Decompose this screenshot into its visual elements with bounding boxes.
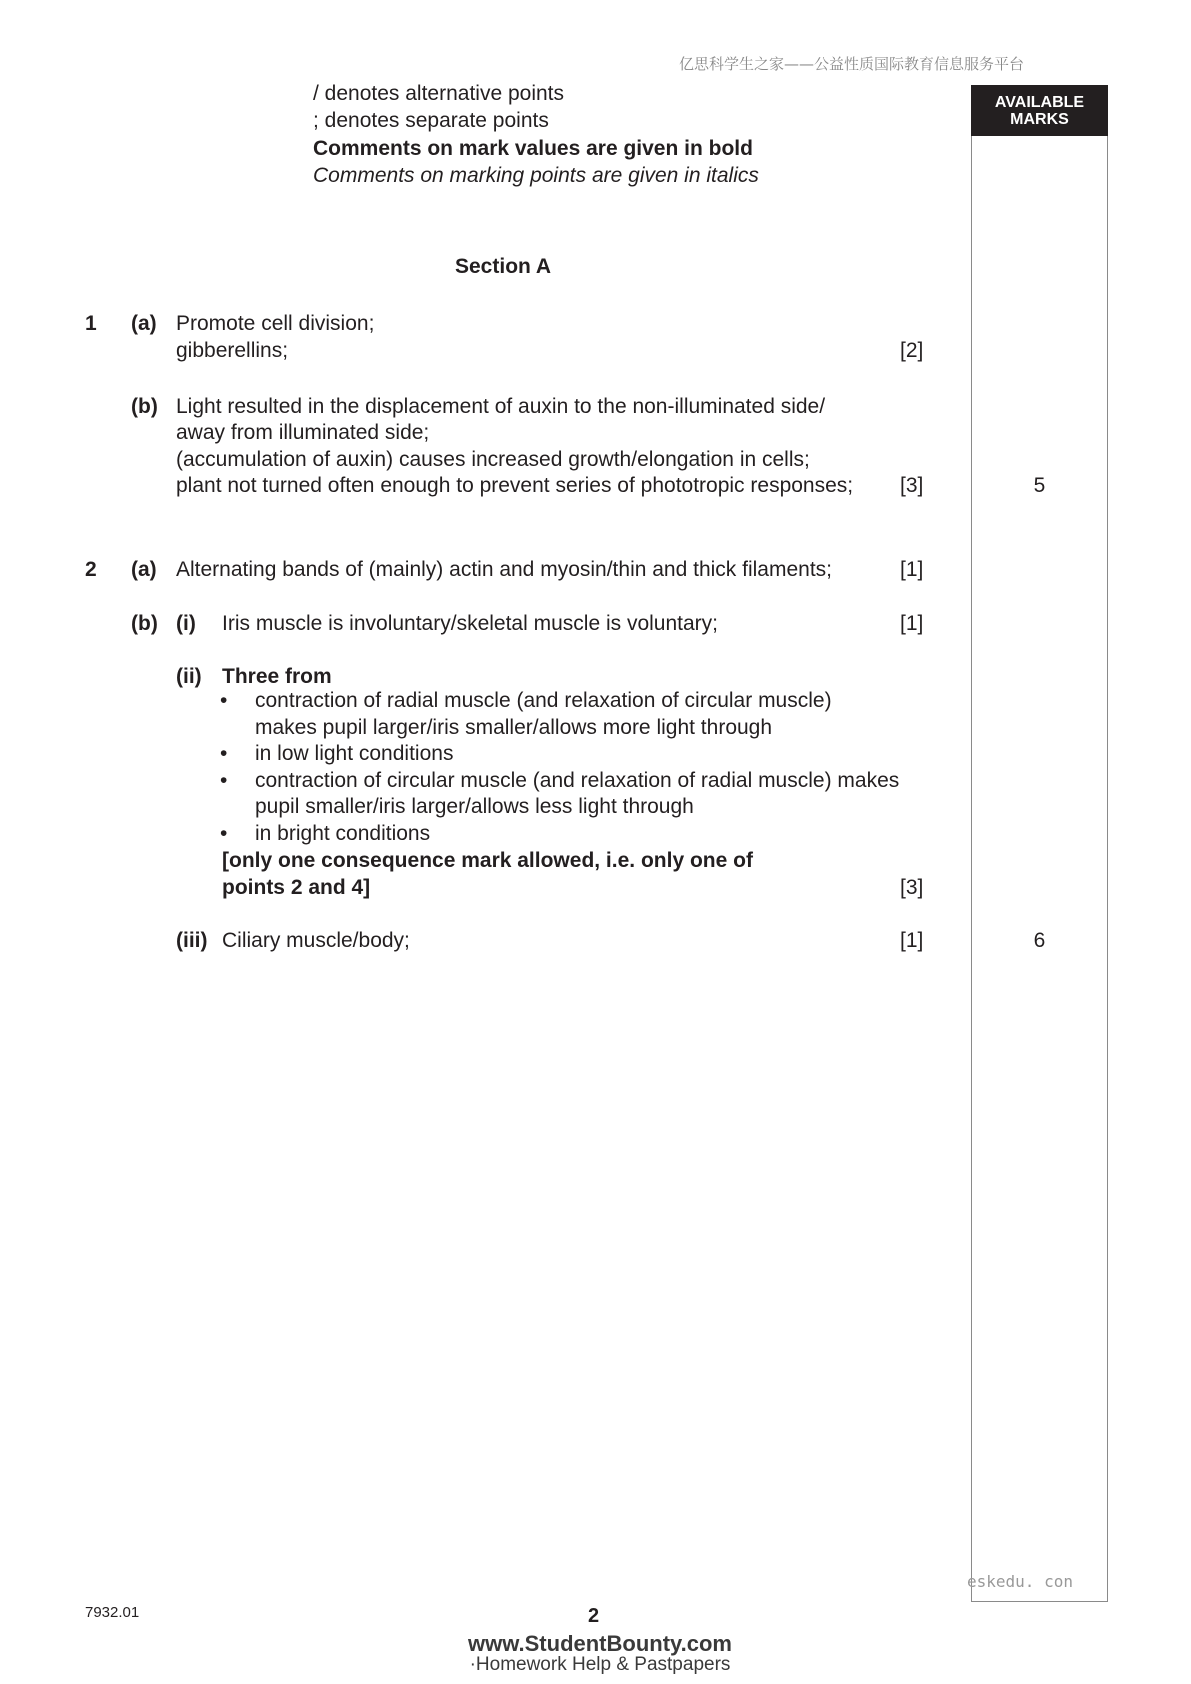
bullet-text: pupil smaller/iris larger/allows less light through (255, 795, 694, 818)
q2bii-label: (ii) (176, 665, 202, 688)
q2bi-text: Iris muscle is involuntary/skeletal muscle is voluntary; (222, 612, 719, 635)
q2bii-note-line-1: [only one consequence mark allowed, i.e. only one of (222, 849, 753, 872)
bullet-text: contraction of circular muscle (and relaxation of radial muscle) makes (255, 768, 900, 792)
q1b-label: (b) (131, 395, 158, 418)
q1b-mark: [3] (900, 474, 924, 497)
q2biii-mark: [1] (900, 929, 924, 952)
bullet-text: makes pupil larger/iris smaller/allows more light through (255, 715, 773, 739)
bullet-text: in low light conditions (255, 742, 454, 765)
list-item-continuation (218, 715, 899, 742)
available-marks-column (971, 85, 1108, 1602)
bullet-text: in bright conditions (255, 821, 431, 845)
watermark-footer: eskedu. con (967, 1572, 1073, 1591)
list-item (218, 688, 899, 715)
q1-number: 1 (85, 312, 97, 335)
logo-line-1: www.StudentBounty.com (468, 1631, 732, 1656)
q2a-mark: [1] (900, 558, 924, 581)
legend-italic: Comments on marking points are given in italics (313, 164, 759, 187)
list-item (218, 768, 899, 795)
watermark-header: 亿思科学生之家——公益性质国际教育信息服务平台 (679, 55, 1025, 73)
q1b-line-3: (accumulation of auxin) causes increased growth/elongation in cells; (176, 448, 810, 471)
bullet-text: contraction of radial muscle (and relaxation of circular muscle) (255, 689, 832, 712)
q2-available-marks: 6 (1033, 929, 1046, 952)
list-item (218, 741, 899, 768)
q2biii-label: (iii) (176, 929, 208, 952)
q1b-line-1: Light resulted in the displacement of auxin to the non-illuminated side/ (176, 395, 826, 418)
q2-number: 2 (85, 558, 97, 581)
q2biii-text: Ciliary muscle/body; (222, 929, 410, 952)
q1-available-marks: 5 (1033, 474, 1046, 497)
legend-bold: Comments on mark values are given in bold (313, 137, 753, 160)
q1b-line-2: away from illuminated side; (176, 421, 430, 444)
q1b-line-4: plant not turned often enough to prevent series of phototropic responses; (176, 474, 854, 497)
legend-alternative: / denotes alternative points (313, 82, 564, 105)
q1a-mark: [2] (900, 339, 924, 362)
q2bi-mark: [1] (900, 612, 924, 635)
q2bii-note-line-2: points 2 and 4] (222, 876, 371, 899)
q1a-label: (a) (131, 312, 157, 335)
section-title: Section A (455, 255, 552, 278)
list-item-continuation (218, 794, 899, 821)
q2b-label: (b) (131, 612, 158, 635)
q1a-line-1: Promote cell division; (176, 312, 375, 335)
q2bi-label: (i) (176, 612, 196, 635)
q2a-label: (a) (131, 558, 157, 581)
available-marks-header: AVAILABLE MARKS (971, 85, 1108, 136)
q2bii-mark: [3] (900, 876, 924, 899)
q2bii-intro: Three from (222, 665, 332, 688)
page-number: 2 (588, 1605, 600, 1627)
q2a-text: Alternating bands of (mainly) actin and myosin/thin and thick filaments; (176, 558, 832, 581)
studentbounty-logo (440, 1633, 760, 1677)
logo-line-2: ·Homework Help & Pastpapers (469, 1654, 731, 1675)
q1a-line-2: gibberellins; (176, 339, 289, 362)
list-item (218, 821, 899, 848)
q2bii-bullet-list (218, 688, 899, 847)
paper-reference: 7932.01 (85, 1604, 140, 1621)
legend-separate: ; denotes separate points (313, 109, 549, 132)
